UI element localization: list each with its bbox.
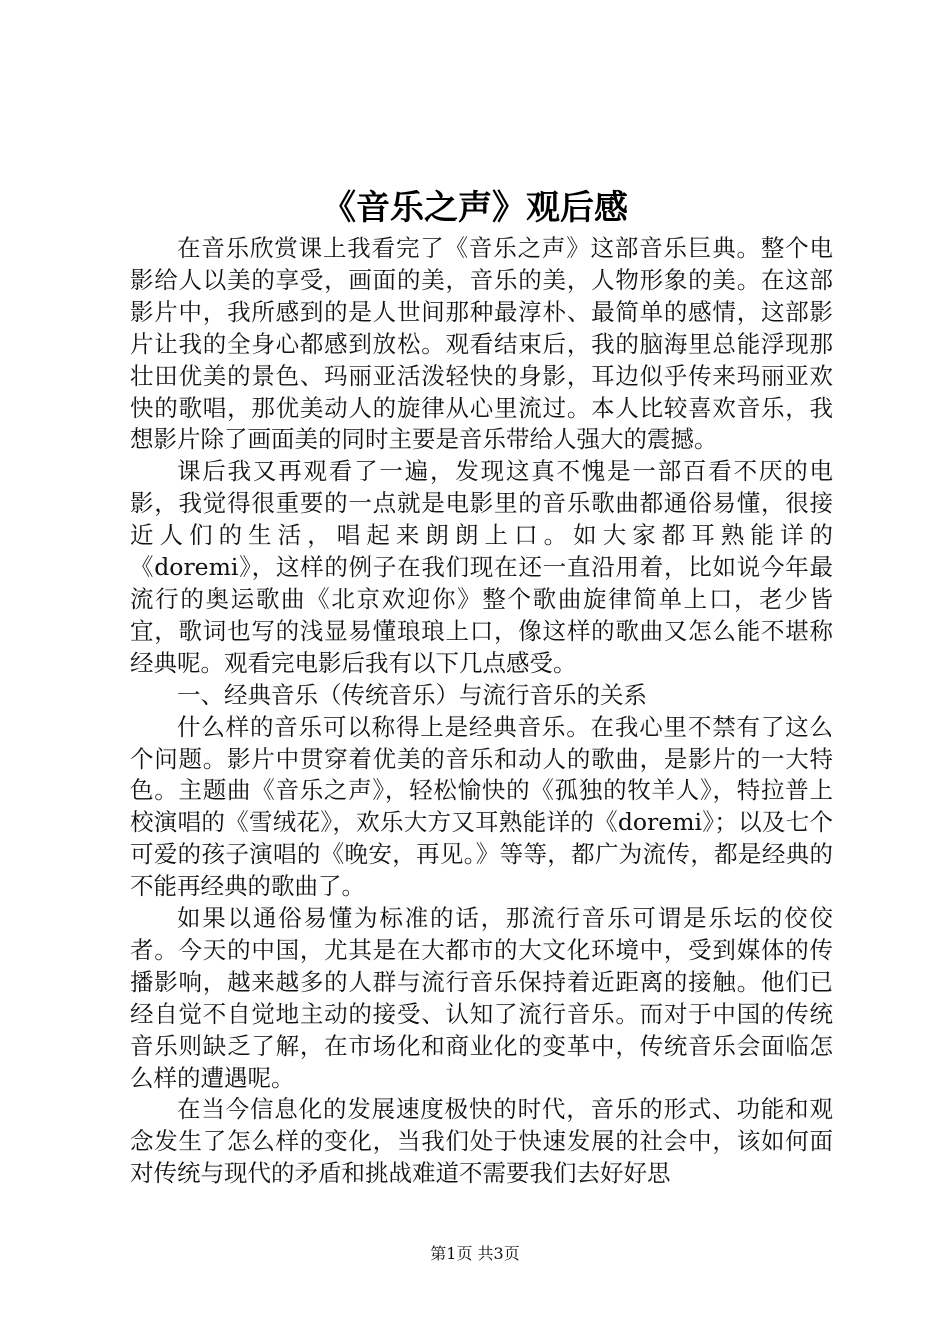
document-title: 《音乐之声》观后感 bbox=[322, 188, 628, 228]
document-body bbox=[130, 233, 833, 1190]
section-heading-1: 一、经典音乐（传统音乐）与流行音乐的关系 bbox=[177, 680, 647, 709]
page-footer: 第1页 共3页 bbox=[430, 1244, 520, 1263]
paragraph-5: 在当今信息化的发展速度极快的时代，音乐的形式、功能和观念发生了怎么样的变化，当我们处于快速发展的社会中，该如何面对传统与现代的矛盾和挑战难道不需要我们去好好思 bbox=[130, 1095, 833, 1188]
paragraph-3: 什么样的音乐可以称得上是经典音乐。在我心里不禁有了这么个问题。影片中贯穿着优美的音乐和动人的歌曲，是影片的一大特色。主题曲《音乐之声》，轻松愉快的《孤独的牧羊人》，特拉普上校演唱的《雪绒花》，欢乐大方又耳熟能详的《doremi》；以及七个可爱的孩子演唱的《晚安，再见。》等等，都广为流传，都是经典的不能再经典的歌曲了。 bbox=[130, 712, 833, 901]
paragraph-4: 如果以通俗易懂为标准的话，那流行音乐可谓是乐坛的佼佼者。今天的中国，尤其是在大都市的大文化环境中，受到媒体的传播影响，越来越多的人群与流行音乐保持着近距离的接触。他们已经自觉不自觉地主动的接受、认知了流行音乐。而对于中国的传统音乐则缺乏了解，在市场化和商业化的变革中，传统音乐会面临怎么样的遭遇呢。 bbox=[130, 904, 833, 1092]
paragraph-2: 课后我又再观看了一遍，发现这真不愧是一部百看不厌的电影，我觉得很重要的一点就是电影里的音乐歌曲都通俗易懂，很接近人们的生活，唱起来朗朗上口。如大家都耳熟能详的《doremi》，这样的例子在我们现在还一直沿用着，比如说今年最流行的奥运歌曲《北京欢迎你》整个歌曲旋律简单上口，老少皆宜，歌词也写的浅显易懂琅琅上口，像这样的歌曲又怎么能不堪称经典呢。观看完电影后我有以下几点感受。 bbox=[130, 457, 833, 677]
paragraph-1: 在音乐欣赏课上我看完了《音乐之声》这部音乐巨典。整个电影给人以美的享受，画面的美，音乐的美，人物形象的美。在这部影片中，我所感到的是人世间那种最淳朴、最简单的感情，这部影片让我的全身心都感到放松。观看结束后，我的脑海里总能浮现那壮田优美的景色、玛丽亚活泼轻快的身影，耳边似乎传来玛丽亚欢快的歌唱，那优美动人的旋律从心里流过。本人比较喜欢音乐，我想影片除了画面美的同时主要是音乐带给人强大的震撼。 bbox=[130, 234, 833, 454]
